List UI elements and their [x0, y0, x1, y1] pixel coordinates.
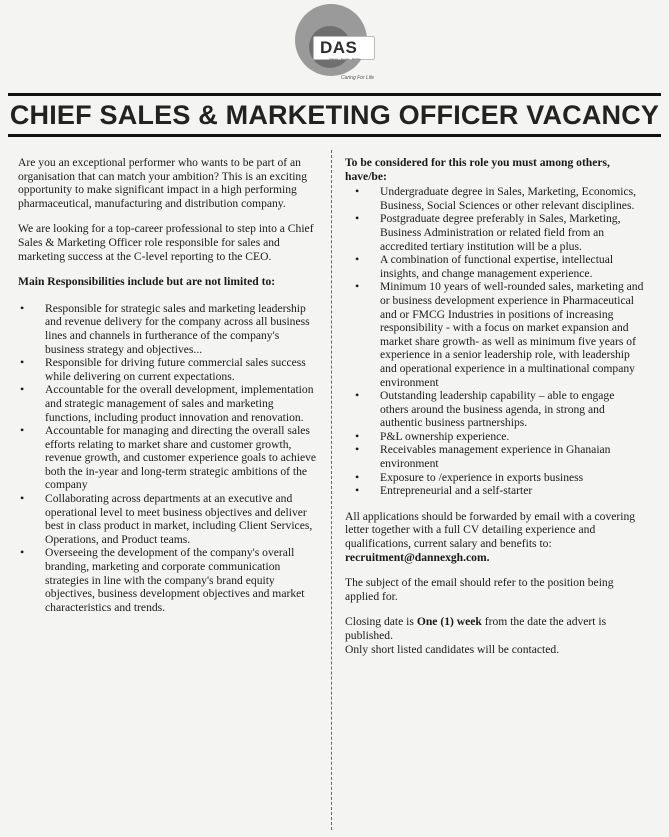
page-title: CHIEF SALES & MARKETING OFFICER VACANCY — [9, 99, 660, 130]
list-item — [18, 302, 318, 356]
title-bar — [8, 93, 661, 137]
list-item-text: Accountable for the overall development, implementation and strategic management of sales and marketing functions, including product innovation and renovation. — [45, 383, 314, 424]
responsibilities-heading: Main Responsibilities include but are not limited to: — [18, 275, 276, 289]
list-item-text: Exposure to /experience in exports business — [380, 470, 584, 484]
bullet-icon: • — [355, 184, 360, 199]
list-item — [345, 430, 645, 444]
list-item-text: A combination of functional expertise, intellectual insights, and change management experience. — [380, 253, 614, 280]
email-link[interactable]: recruitment@dannexgh.com. — [345, 550, 490, 564]
list-item — [345, 471, 645, 485]
bullet-icon: • — [355, 279, 360, 294]
list-item-text: Overseeing the development of the company's overall branding, marketing and corporate communication strategies in line with the company's brand equity objectives, business development objectives and market characteristics and trends. — [45, 546, 305, 614]
left-column — [18, 156, 318, 614]
logo-badge — [313, 36, 375, 60]
list-item — [345, 280, 645, 389]
requirements-list — [345, 185, 645, 498]
bullet-icon: • — [355, 469, 360, 484]
bullet-icon: • — [355, 442, 360, 457]
closing-prefix: Closing date is — [345, 615, 414, 629]
list-item-text: Collaborating across departments at an executive and operational level to meet business objectives and deliver best in class product in market, including Client Services, Operations, and Product teams. — [45, 492, 313, 546]
intro-paragraph: Are you an exceptional performer who wants to be part of an organisation that can match your ambition? This is an exciting opportunity to make significant impact in a high performing pharmaceutical, manufacturing and distribution company. — [18, 156, 308, 210]
bullet-icon: • — [20, 300, 25, 315]
apply-paragraph — [345, 510, 645, 564]
list-item — [18, 492, 318, 546]
responsibilities-list — [18, 302, 318, 615]
closing-duration: One (1) week — [416, 615, 482, 629]
logo-sub-text: Danex · Syntet · Mobile — [329, 57, 361, 61]
bullet-icon: • — [20, 545, 25, 560]
list-item — [18, 424, 318, 492]
list-item — [345, 212, 645, 253]
bullet-icon: • — [20, 382, 25, 397]
list-item — [345, 389, 645, 430]
list-item — [345, 443, 645, 470]
bullet-icon: • — [20, 423, 25, 438]
list-item — [345, 185, 645, 212]
list-item-text: Undergraduate degree in Sales, Marketing, Economics, Business, Social Sciences or other relevant disciplines. — [380, 185, 637, 212]
right-column — [345, 156, 645, 656]
list-item-text: Receivables management experience in Ghanaian environment — [380, 443, 611, 471]
list-item — [18, 383, 318, 424]
bullet-icon: • — [355, 388, 360, 403]
bullet-icon: • — [355, 252, 360, 267]
bullet-icon: • — [20, 491, 25, 506]
list-item — [345, 253, 645, 280]
bullet-icon: • — [355, 211, 360, 226]
bullet-icon: • — [355, 428, 360, 443]
list-item-text: Responsible for driving future commercial sales success while delivering on current expectations. — [45, 356, 306, 383]
list-item-text: Entrepreneurial and a self-starter — [380, 484, 533, 498]
list-item — [345, 484, 645, 498]
list-item-text: Outstanding leadership capability – able to engage others around the business agenda, in strong and authentic business partnerships. — [380, 389, 615, 430]
bullet-icon: • — [355, 483, 360, 498]
logo-tagline: Caring For Life — [341, 75, 375, 81]
subject-paragraph: The subject of the email should refer to the position being applied for. — [345, 576, 614, 603]
list-item — [18, 356, 318, 383]
list-item-text: Accountable for managing and directing the overall sales efforts relating to market share and customer growth, revenue growth, and customer experience goals to achieve both the in-year and long-term strategic ambitions of the company — [45, 424, 317, 492]
apply-text: All applications should be forwarded by email with a covering letter together with a full CV detailing experience and qualifications, current salary and benefits to: — [345, 509, 636, 551]
looking-paragraph: We are looking for a top-career professional to step into a Chief Sales & Marketing Officer role responsible for sales and marketing success at the C-level reporting to the CEO. — [18, 222, 314, 263]
list-item — [18, 546, 318, 614]
list-item-text: Minimum 10 years of well-rounded sales, marketing and or business development experience in Pharmaceutical and or FMCG Industries in positions of increasing responsibility - with a focus on market expansion and market share growth- as well as minimum five years of experience in a senior leadership role, with leadership and operational experience in a multinational company environment — [380, 280, 644, 389]
list-item-text: Responsible for strategic sales and marketing leadership and revenue delivery for the company across all business lines and channels in furtherance of the company's business strategy and objectives... — [45, 301, 310, 356]
shortlist-note: Only short listed candidates will be contacted. — [345, 642, 560, 656]
list-item-text: P&L ownership experience. — [380, 429, 510, 443]
list-item-text: Postgraduate degree preferably in Sales, Marketing, Business Administration or related field from an accredited tertiary institution will be a plus. — [380, 212, 621, 253]
bullet-icon: • — [20, 355, 25, 370]
column-divider — [331, 150, 332, 830]
closing-suffix: from the date the advert is published. — [345, 615, 607, 642]
logo-name: DAS — [320, 38, 358, 57]
closing-paragraph — [345, 615, 645, 642]
requirements-heading: To be considered for this role you must among others, have/be: — [345, 156, 610, 183]
company-logo — [287, 4, 383, 88]
